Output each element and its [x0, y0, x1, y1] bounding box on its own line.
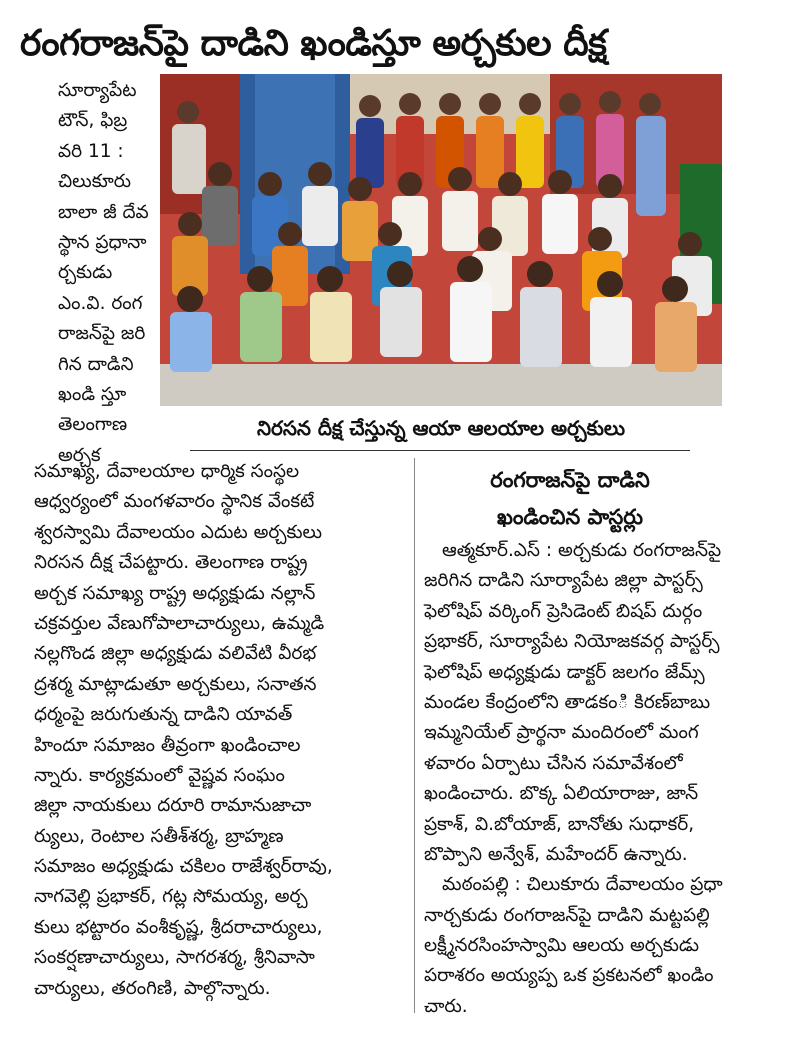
article-line: జిల్లా నాయకులు దరూరి రామానుజాచా — [34, 795, 312, 817]
main-article-intro — [58, 76, 158, 471]
article-line: సూర్యాపేట — [58, 80, 137, 101]
article-line: అర్చక — [58, 444, 101, 466]
article-line: జరిగిన దాడిని సూర్యాపేట జిల్లా పాస్టర్స్‌ — [424, 570, 703, 592]
article-line: సంకర్షణాచార్యులు, సాగరశర్మ, శ్రీనివాసా — [34, 947, 315, 969]
subhead-line: రంగరాజన్‌పై దాడిని — [490, 468, 650, 492]
article-line: ఇమ్మనియేల్‌ ప్రార్థనా మందిరంలో మంగ — [424, 722, 699, 744]
side-article-headline — [420, 462, 720, 536]
article-line: వరి 11 : — [58, 140, 124, 162]
subhead-line: ఖండించిన పాస్టర్లు — [497, 505, 643, 529]
article-line: లక్ష్మీనరసింహస్వామి ఆలయ అర్చకుడు — [424, 935, 700, 957]
article-line: నిరసన దీక్ష చేపట్టారు. తెలంగాణ రాష్ట్ర — [34, 552, 308, 574]
caption-divider — [190, 450, 690, 451]
article-line: ర్చకుడు — [58, 262, 113, 284]
article-line: ఖండి స్తూ — [58, 383, 127, 405]
article-line: బొప్పాని అన్వేశ్‌, మహేందర్‌ ఉన్నారు. — [424, 843, 688, 865]
article-line: స్థాన ప్రధానా — [58, 231, 147, 253]
article-line: మండల కేంద్రంలోని తాడకంి కిరణ్‌బాబు — [424, 691, 711, 713]
article-line: నార్చకుడు రంగరాజన్‌పై దాడిని మట్టపల్లి — [424, 904, 710, 926]
headline: రంగరాజన్‌పై దాడిని ఖండిస్తూ అర్చకుల దీక్ష — [20, 23, 607, 64]
article-line: న్నారు. కార్యక్రమంలో వైష్ణవ సంఘం — [34, 764, 285, 786]
photo-caption: నిరసన దీక్ష చేస్తున్న ఆయా ఆలయాల అర్చకులు — [256, 416, 626, 440]
article-line: సమాఖ్య, దేవాలయాల ధార్మిక సంస్థల — [34, 461, 300, 482]
article-line: ప్రకాశ్‌, వి.బోయాజ్‌, బానోతు సుధాకర్‌, — [424, 813, 695, 835]
article-line: హిందూ సమాజం తీవ్రంగా ఖండించాల — [34, 734, 301, 756]
article-line: ఫెలోషిప్‌ అధ్యక్షుడు డాక్టర్‌ జలగం జేమ్స్‌ — [424, 661, 705, 683]
article-line: ప్రభాకర్‌, సూర్యాపేట నియోజకవర్గ పాస్టర్స్‌ — [424, 631, 720, 653]
article-line: టౌన్‌, ఫిబ్ర — [58, 110, 128, 132]
photo-illustration — [160, 74, 722, 406]
article-line: ఖండించారు. బొక్క ఏలియారాజు, జాన్‌ — [424, 783, 699, 805]
article-line: నాగవెల్లి ప్రభాకర్‌, గట్ల సోమయ్య, అర్చ — [34, 886, 308, 908]
article-line: ఎం.వి. రంగ — [58, 292, 143, 314]
article-line: అర్చక సమాఖ్య రాష్ట్ర అధ్యక్షుడు నల్లాన్‌ — [34, 582, 316, 604]
article-line: గిన దాడిని — [58, 353, 134, 375]
group-photo — [160, 74, 722, 406]
article-line: ర్యులు, రెంటాల సతీశ్‌శర్మ, బ్రాహ్మణ — [34, 825, 284, 847]
column-divider — [414, 458, 415, 1013]
article-line: రాజన్‌పై జరి — [58, 323, 146, 345]
main-article-body — [34, 457, 414, 1004]
article-line: ళవారం ఏర్పాటు చేసిన సమావేశంలో — [424, 752, 683, 774]
article-line: ఆధ్వర్యంలో మంగళవారం స్థానిక వేంకటే — [34, 491, 315, 513]
article-line: శ్వరస్వామి దేవాలయం ఎదుట అర్చకులు — [34, 521, 323, 543]
article-line: మఠంపల్లి : చిలుకూరు దేవాలయం ప్రధా — [442, 874, 723, 896]
article-line: బాలా జీ దేవ — [58, 201, 149, 223]
article-line: చారు. — [424, 995, 468, 1017]
article-line: చిలుకూరు — [58, 171, 132, 193]
article-line: ద్రశర్మ మాట్లాడుతూ అర్చకులు, సనాతన — [34, 673, 317, 695]
article-line: పరాశరం అయ్యప్ప ఒక ప్రకటనలో ఖండిం — [424, 965, 714, 987]
side-article-body — [424, 536, 724, 1022]
article-line: ధర్మంపై జరుగుతున్న దాడిని యావత్‌ — [34, 704, 293, 726]
article-line: నల్లగొండ జిల్లా అధ్యక్షుడు వలివేటి వీరభ — [34, 643, 317, 665]
article-line: చార్యులు, తరంగిణి, పాల్గొన్నారు. — [34, 977, 271, 999]
article-line: సమాజం అధ్యక్షుడు చకిలం రాజేశ్వర్‌రావు, — [34, 856, 333, 878]
article-line: కులు భట్టారం వంశీకృష్ణ, శ్రీదరాచార్యులు, — [34, 916, 323, 938]
article-line: ఆత్మకూర్‌.ఎస్‌ : అర్చకుడు రంగరాజన్‌పై — [442, 540, 722, 561]
article-line: చక్రవర్తుల వేణుగోపాలాచార్యులు, ఉమ్మడి — [34, 612, 325, 634]
article-line: తెలంగాణ — [58, 414, 128, 436]
article-line: ఫెలోషిప్‌ వర్కింగ్‌ ప్రెసిడెంట్‌ బిషప్‌ దుర్గం — [424, 600, 703, 622]
